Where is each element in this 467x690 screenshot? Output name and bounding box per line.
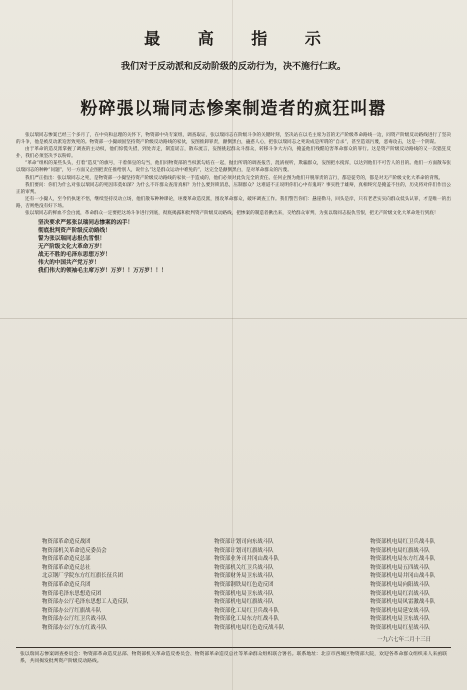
slogans-list xyxy=(38,219,451,275)
signatory: 物资部革命造反总部 xyxy=(42,556,91,563)
signatory: 物资部机电局卫东战斗队 xyxy=(214,590,274,597)
signatory: 物资部机电局红旗战斗队 xyxy=(214,599,274,606)
signatory: 物资部革命造反战团 xyxy=(42,539,91,545)
signatory: 物资部财务局卫东战斗队 xyxy=(214,573,274,580)
paragraph: 张以瑞同志惨案已经三个多月了，在中央和总理的关怀下，物资部中央专案组，调查取证，张以瑞同志在阶级斗争的关键时刻，坚决站在以毛主席为首的无产阶级革命路线一边，同资产阶级反动路线进行了坚决的斗争，他是被反动派迫害致死的。物资部一小撮顽固坚持资产阶级反动路线的家伙，妄图推卸罪责，颠倒黑白，蛊惑人心，把张以瑞同志之死说成是所谓的“自杀”，甚至造谣污蔑，恶毒攻击，这是一个阴谋。 xyxy=(16,133,451,146)
article-body xyxy=(16,132,451,524)
signatory: 物资部计划司向东战斗队 xyxy=(214,539,274,545)
signatory: 物资部毛泽东思想造反团 xyxy=(42,590,102,597)
signatory: 物资部机关革命造反委员会 xyxy=(42,547,107,554)
signatory: 物资部业务司井冈山战斗队 xyxy=(214,556,279,563)
signatory: 北京钢厂学院东方红红旗长征兵团 xyxy=(42,573,123,580)
slogan: 彻底批判资产阶级反动路线！ xyxy=(38,228,111,235)
signatory: 物资部钢铁局红色造反团 xyxy=(214,581,274,588)
slogan: 坚决要求严惩张以瑞同志惨案的凶手！ xyxy=(38,220,134,227)
paragraph: “革命”组织的某些头头，打着“造反”的旗号，干着保皇的勾当，他们同物资部的当权派勾结在一起，抛出所谓的调查报告，混淆视听，欺骗群众，妄图把水搅浑，以达到他们不可告人的目的。他们一方面散布张以瑞同志的种种“问题”，另一方面又企图把责任推给别人，说什么“这是群众运动中难免的”，这完全是颠倒黑白，是对革命群众的污蔑。 xyxy=(16,161,451,174)
paragraph: 我们要问：你们为什么对张以瑞同志的死因讳莫如深？为什么不许群众查清真相？为什么要封锁消息，压制群众？这难道不正说明你们心中有鬼吗？事实胜于雄辩，真相终究是掩盖不住的，历史将对你们作出公正的审判。 xyxy=(16,182,451,195)
slogan: 无产阶级文化大革命万岁！ xyxy=(38,244,106,251)
signatories-column-left xyxy=(42,538,128,633)
signatory: 物资部计划司红旗战斗队 xyxy=(214,547,274,554)
footer-note: 张以瑞同志惨案调查委员会：物资部革命造反总部、物资部机关革命造反委员会、物资部革命造反总社等革命群众组织联合署名。联系地址：北京市西城区物资部大院，欢迎各革命群众组织来人来函联系，共同揭发批判资产阶级反动路线。 xyxy=(20,651,447,664)
slogan: 誓为张以瑞同志报仇雪恨！ xyxy=(38,236,106,243)
signatory: 物资部机电局风雷激战斗队 xyxy=(370,599,435,606)
signatory: 物资部机电局红星战斗队 xyxy=(370,624,430,631)
signatory: 物资部机电局卫东战斗队 xyxy=(370,616,430,623)
issue-date: 一九六七年二月十三日 xyxy=(377,636,431,643)
footer-divider xyxy=(16,647,451,648)
signatory: 物资部机电局延安战斗队 xyxy=(370,607,430,614)
directive-title: 最 高 指 示 xyxy=(144,29,337,48)
fold-line-vertical xyxy=(232,0,233,690)
slogan: 伟大的中国共产党万岁！ xyxy=(38,260,100,267)
signatory: 物资部办公厅红卫兵战斗队 xyxy=(42,616,107,623)
signatory: 物资部机电局向阳战斗队 xyxy=(370,581,430,588)
signatories-column-right xyxy=(370,538,435,633)
slogan: 战无不胜的毛泽东思想万岁！ xyxy=(38,252,111,259)
directive-quote: 我们对于反动派和反动阶级的反动行为，决不施行仁政。 xyxy=(120,62,346,72)
signatory: 物资部办公厅东方红战斗队 xyxy=(42,624,107,631)
signatory: 物资部革命造反兵团 xyxy=(42,581,91,588)
signatory: 物资部化工局东方红战斗队 xyxy=(214,616,279,623)
signatory: 物资部机电局井冈山战斗队 xyxy=(370,573,435,580)
headline: 粉碎張以瑞同志惨案制造者的疯狂叫嚣 xyxy=(80,99,387,119)
signatory: 物资部化工局红卫兵战斗队 xyxy=(214,607,279,614)
signatory: 物资部机电局红卫兵战斗队 xyxy=(370,539,435,545)
fold-line-horizontal xyxy=(0,318,467,319)
signatories xyxy=(42,538,435,633)
signatories-column-middle xyxy=(214,538,284,633)
signatory: 物资部机电局五四战斗队 xyxy=(370,564,430,571)
signatory: 物资部机电局东方红战斗队 xyxy=(370,556,435,563)
signatory: 物资部革命造反总社 xyxy=(42,564,91,571)
paragraph: 由于革命的造反派掌握了调查的主动权，他们惊慌失措，到处奔走，制造谣言，散布流言，妄图挑起群众斗群众，转移斗争大方向，掩盖他们残酷迫害革命群众的罪行。这是资产阶级反动路线的又一次猖狂反扑，我们必须坚决予以粉碎。 xyxy=(16,147,451,160)
paragraph: 我们严正指出：张以瑞同志之死，是物资部一小撮坚持资产阶级反动路线的家伙一手造成的，他们必须对此负完全的责任。任何企图为他们开脱罪责的言行，都是徒劳的，都是对无产阶级文化大革命的背叛。 xyxy=(25,175,444,181)
signatory: 物资部办公厅毛泽东思想工人造反队 xyxy=(42,599,129,606)
signatory: 物资部机电局红旗战斗队 xyxy=(370,547,430,554)
signatory: 物资部机关红卫兵战斗队 xyxy=(214,564,274,571)
slogan: 我们伟大的领袖毛主席万岁！万岁！！万万岁！！！ xyxy=(38,268,167,275)
signatory: 物资部办公厅红旗战斗队 xyxy=(42,607,102,614)
signatory: 物资部机电局红色造反战斗队 xyxy=(214,624,285,631)
signatory: 物资部机电局红岩战斗队 xyxy=(370,590,430,597)
paragraph: 还有一小撮人，至今仍执迷不悟，继续坚持反动立场，他们散布种种谬论，诬蔑革命造反派，围攻革命群众，破坏调查工作。我们警告你们：悬崖勒马，回头是岸，只有老老实实向群众低头认罪，才是唯一的出路，否则绝没有好下场。 xyxy=(16,196,451,209)
paragraph: 张以瑞同志的鲜血不会白流，革命群众一定要把这场斗争进行到底，彻底揭露和批判资产阶级反动路线，把惨案的制造者揪出来，交给群众审判，为张以瑞同志报仇雪恨，把无产阶级文化大革命进行到底！ xyxy=(25,211,439,217)
